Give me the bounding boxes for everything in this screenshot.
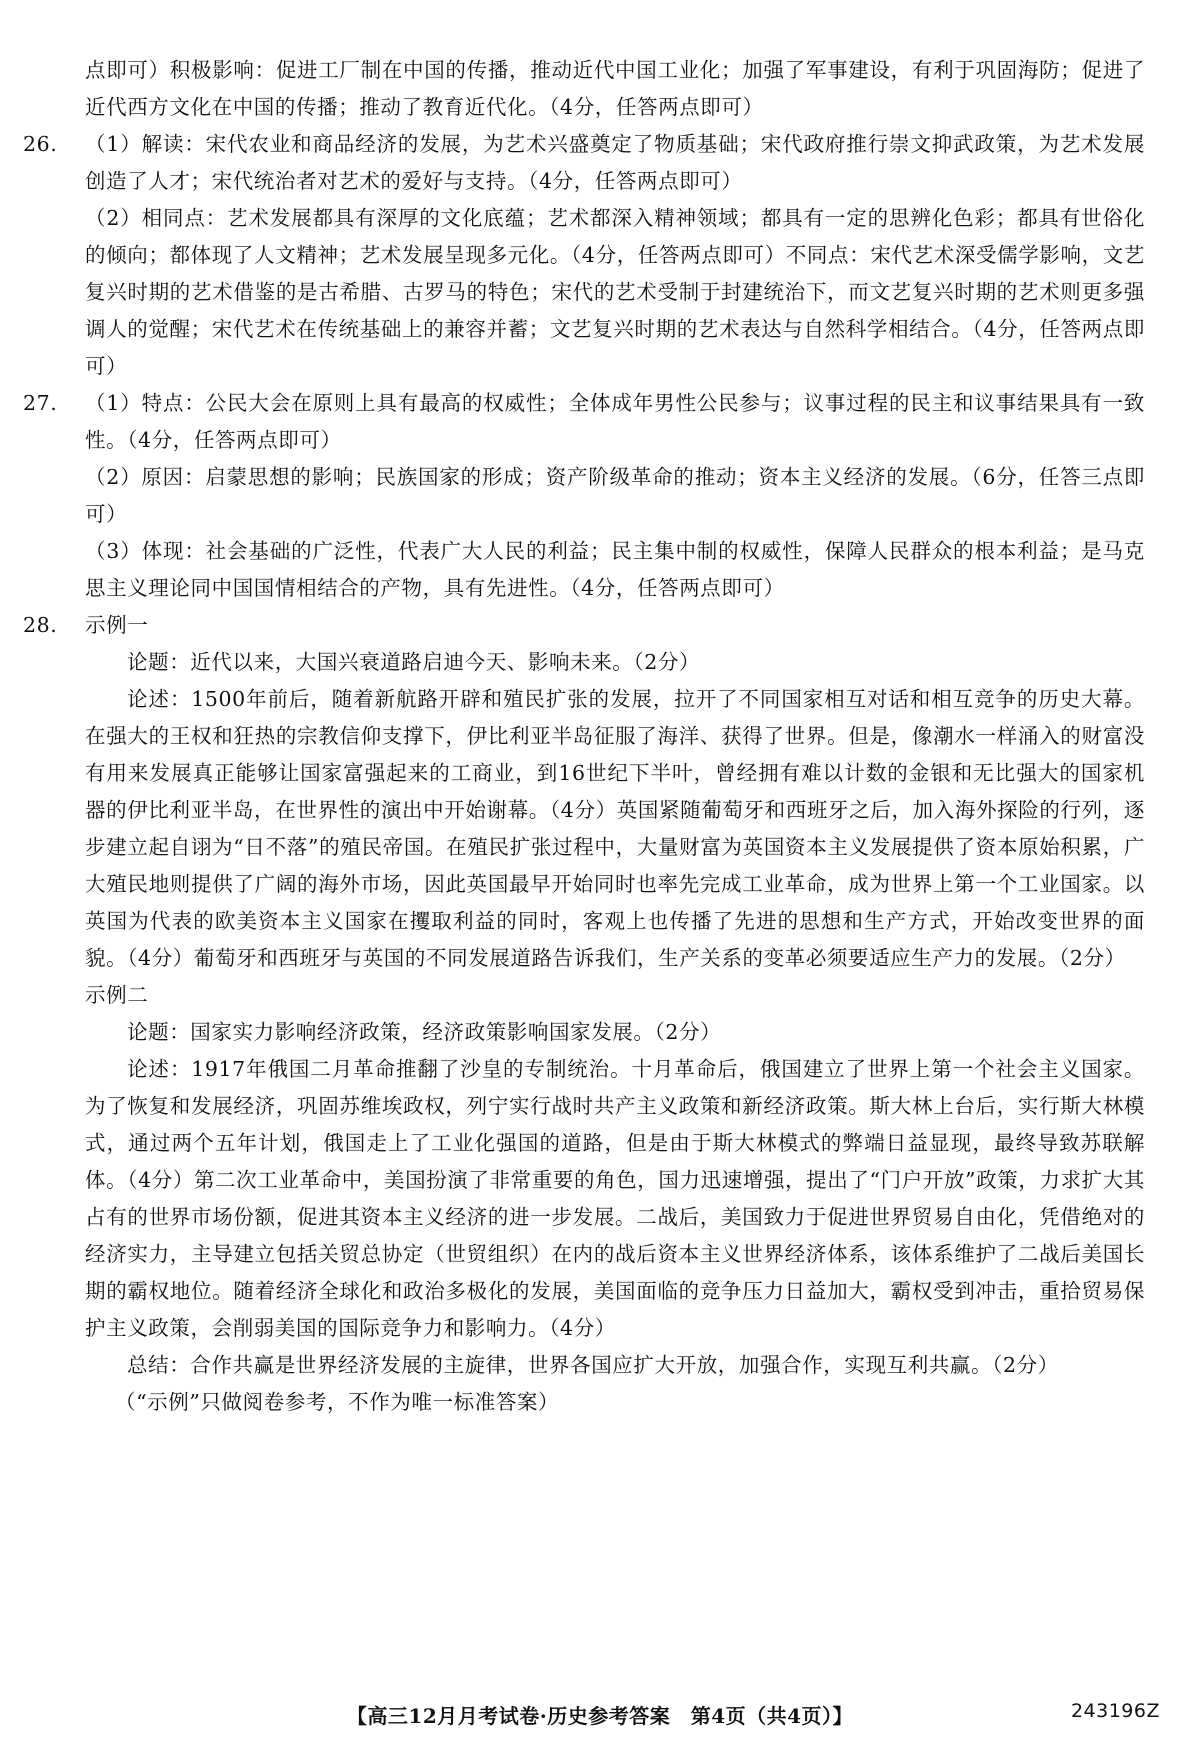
q27-part-2: （2）原因：启蒙思想的影响；民族国家的形成；资产阶级革命的推动；资本主义经济的发展。（6分，任答三点即可） bbox=[85, 465, 1145, 526]
example-2-argument: 论述：1917年俄国二月革命推翻了沙皇的专制统治。十月革命后，俄国建立了世界上第一个社会主义国家。为了恢复和发展经济，巩固苏维埃政权，列宁实行战时共产主义政策和新经济政策。斯大林上台后，实行斯大林模式，通过两个五年计划，俄国走上了工业化强国的道路，但是由于斯大林模式的弊端日益显现，最终导致苏联解体。（4分）第二次工业革命中，美国扮演了非常重要的角色，国力迅速增强，提出了“门户开放”政策，力求扩大其占有的世界市场份额，促进其资本主义经济的进一步发展。二战后，美国致力于促进世界贸易自由化，凭借绝对的经济实力，主导建立包括关贸总协定（世贸组织）在内的战后资本主义世界经济体系，该体系维护了二战后美国长期的霸权地位。随着经济全球化和政治多极化的发展，美国面临的竞争压力日益加大，霸权受到冲击，重拾贸易保护主义政策，会削弱美国的国际竞争力和影响力。（4分） bbox=[85, 1057, 1145, 1340]
example-1-argument: 论述：1500年前后，随着新航路开辟和殖民扩张的发展，拉开了不同国家相互对话和相互竞争的历史大幕。在强大的王权和狂热的宗教信仰支撑下，伊比利亚半岛征服了海洋、获得了世界。但是，像潮水一样涌入的财富没有用来发展真正能够让国家富强起来的工商业，到16世纪下半叶，曾经拥有难以计数的金银和无比强大的国家机器的伊比利亚半岛，在世界性的演出中开始谢幕。（4分）英国紧随葡萄牙和西班牙之后，加入海外探险的行列，逐步建立起自诩为“日不落”的殖民帝国。在殖民扩张过程中，大量财富为英国资本主义发展提供了资本原始积累，广大殖民地则提供了广阔的海外市场，因此英国最早开始同时也率先完成工业革命，成为世界上第一个工业国家。以英国为代表的欧美资本主义国家在攫取利益的同时，客观上也传播了先进的思想和生产方式，开始改变世界的面貌。（4分）葡萄牙和西班牙与英国的不同发展道路告诉我们，生产关系的变革必须要适应生产力的发展。（2分） bbox=[85, 687, 1145, 970]
q26-part-2: （2）相同点：艺术发展都具有深厚的文化底蕴；艺术都深入精神领域；都具有一定的思辨化色彩；都具有世俗化的倾向；都体现了人文精神；艺术发展呈现多元化。（4分，任答两点即可）不同点：宋代艺术深受儒学影响，文艺复兴时期的艺术借鉴的是古希腊、古罗马的特色；宋代的艺术受制于封建统治下，而文艺复兴时期的艺术则更多强调人的觉醒；宋代艺术在传统基础上的兼容并蓄；文艺复兴时期的艺术表达与自然科学相结合。（4分，任答两点即可） bbox=[85, 206, 1145, 378]
q26-part-1: （1）解读：宋代农业和商品经济的发展，为艺术兴盛奠定了物质基础；宋代政府推行崇文抑武政策，为艺术发展创造了人才；宋代统治者对艺术的爱好与支持。（4分，任答两点即可） bbox=[85, 132, 1145, 193]
example-1-thesis: 论题：近代以来，大国兴衰道路启迪今天、影响未来。（2分） bbox=[127, 650, 701, 674]
question-26 bbox=[23, 126, 1145, 385]
footer-code: 243196Z bbox=[1070, 1700, 1160, 1722]
question-26-number: 26. bbox=[23, 132, 58, 156]
page-footer bbox=[0, 1700, 1200, 1732]
question-28 bbox=[23, 607, 1145, 1421]
footer-title: 【高三12月月考试卷·历史参考答案 第4页（共4页）】 bbox=[346, 1704, 854, 1728]
question-27 bbox=[23, 385, 1145, 607]
page-content bbox=[23, 52, 1145, 1421]
example-2-summary: 总结：合作共赢是世界经济发展的主旋律，世界各国应扩大开放，加强合作，实现互利共赢。（2分） bbox=[127, 1353, 1059, 1377]
example-1-label: 示例一 bbox=[85, 613, 149, 637]
continuation-paragraph: 点即可）积极影响：促进工厂制在中国的传播，推动近代中国工业化；加强了军事建设，有利于巩固海防；促进了近代西方文化在中国的传播；推动了教育近代化。（4分，任答两点即可） bbox=[85, 58, 1145, 119]
question-28-number: 28. bbox=[23, 613, 58, 637]
example-2-thesis: 论题：国家实力影响经济政策，经济政策影响国家发展。（2分） bbox=[127, 1020, 722, 1044]
q27-part-1: （1）特点：公民大会在原则上具有最高的权威性；全体成年男性公民参与；议事过程的民主和议事结果具有一致性。（4分，任答两点即可） bbox=[85, 391, 1145, 452]
q27-part-3: （3）体现：社会基础的广泛性，代表广大人民的利益；民主集中制的权威性，保障人民群众的根本利益；是马克思主义理论同中国国情相结合的产物，具有先进性。（4分，任答两点即可） bbox=[85, 539, 1145, 600]
reference-note: （“示例”只做阅卷参考，不作为唯一标准答案） bbox=[115, 1390, 560, 1414]
question-27-number: 27. bbox=[23, 391, 58, 415]
example-2-label: 示例二 bbox=[85, 983, 149, 1007]
